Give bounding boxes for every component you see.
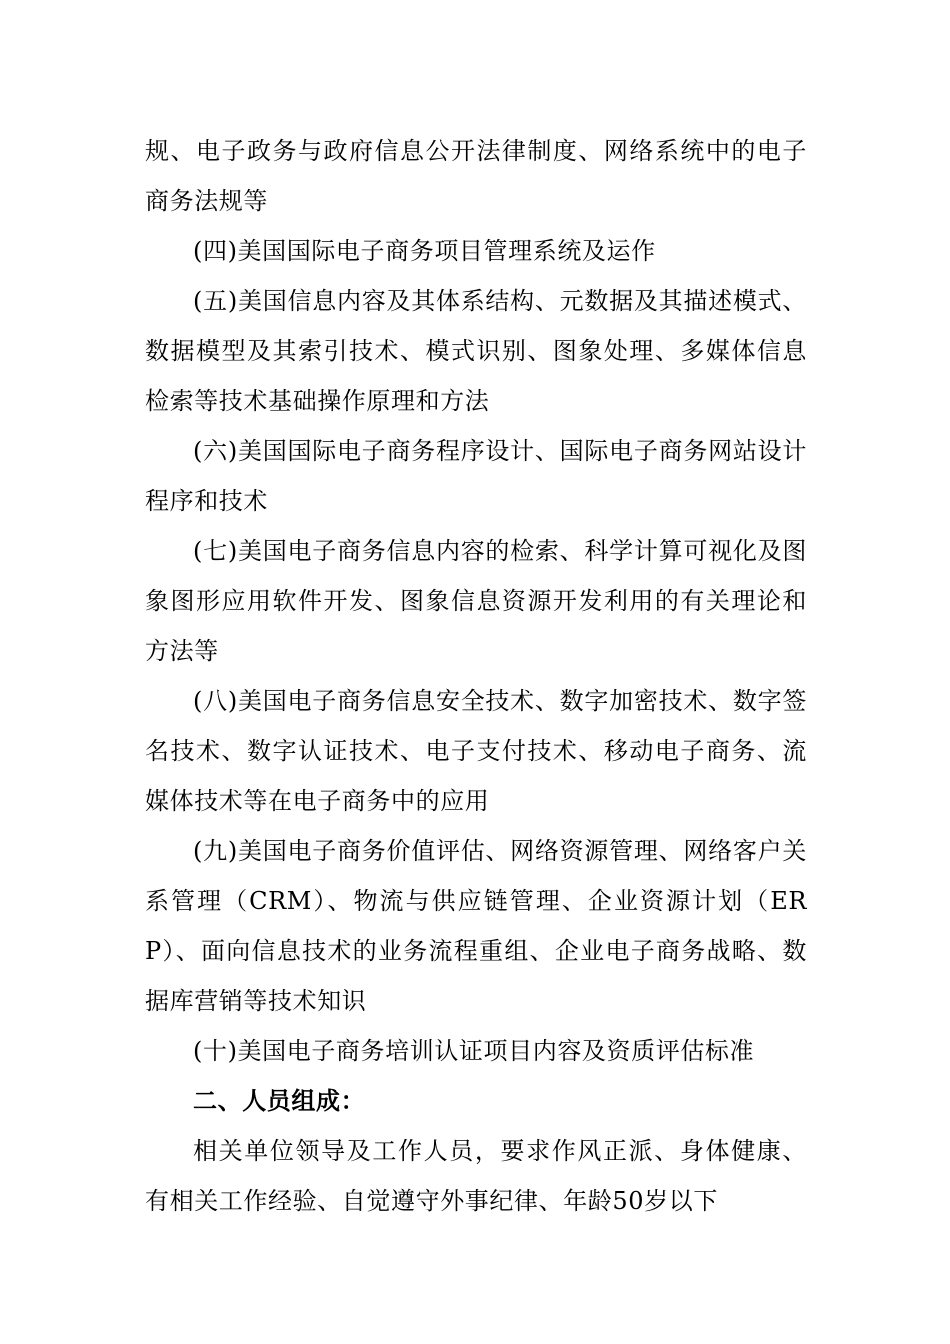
paragraph-item-6: (六)美国国际电子商务程序设计、国际电子商务网站设计程序和技术 <box>145 437 807 515</box>
section-body: 相关单位领导及工作人员，要求作风正派、身体健康、有相关工作经验、自觉遵守外事纪律、年龄50岁以下 <box>145 1137 807 1215</box>
paragraph-item-8: (八)美国电子商务信息安全技术、数字加密技术、数字签名技术、数字认证技术、电子支付技术、移动电子商务、流媒体技术等在电子商务中的应用 <box>145 687 807 815</box>
paragraph-continuation: 规、电子政务与政府信息公开法律制度、网络系统中的电子商务法规等 <box>145 137 807 215</box>
paragraph-item-4: (四)美国国际电子商务项目管理系统及运作 <box>193 237 656 265</box>
paragraph-item-9: (九)美国电子商务价值评估、网络资源管理、网络客户关系管理（CRM）、物流与供应链管理、企业资源计划（ERP）、面向信息技术的业务流程重组、企业电子商务战略、数据库营销等技术知识 <box>145 837 807 1015</box>
paragraph-item-7: (七)美国电子商务信息内容的检索、科学计算可视化及图象图形应用软件开发、图象信息资源开发利用的有关理论和方法等 <box>145 537 807 665</box>
document-page <box>145 126 807 1226</box>
paragraph-item-10: (十)美国电子商务培训认证项目内容及资质评估标准 <box>193 1037 755 1065</box>
section-heading: 二、人员组成： <box>193 1087 366 1115</box>
paragraph-item-5: (五)美国信息内容及其体系结构、元数据及其描述模式、数据模型及其索引技术、模式识别、图象处理、多媒体信息检索等技术基础操作原理和方法 <box>145 287 807 415</box>
